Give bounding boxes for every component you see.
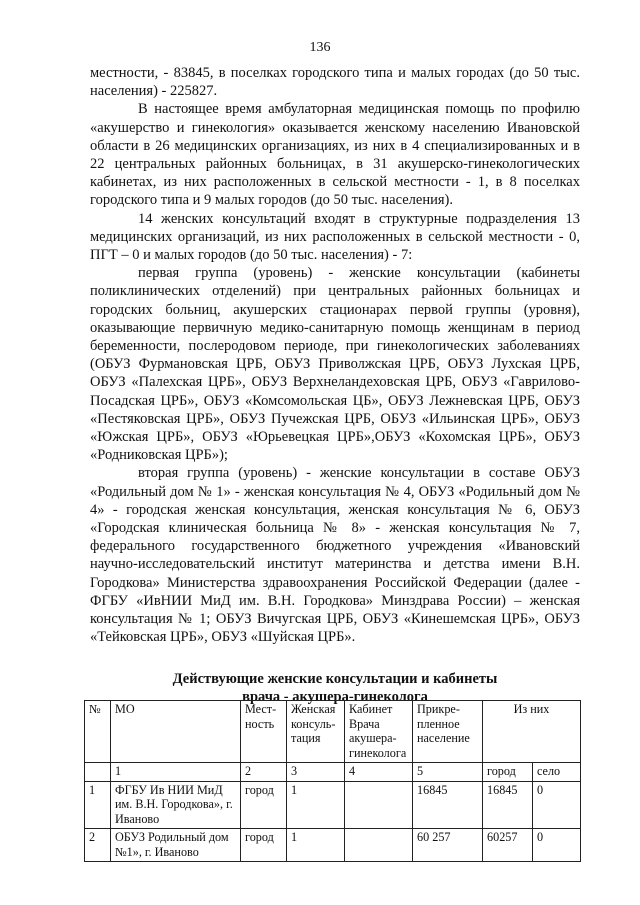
table-title-line: врача - акушера-гинеколога bbox=[242, 689, 428, 705]
table-cell: 0 bbox=[533, 781, 581, 829]
table-cell: город bbox=[241, 829, 287, 862]
table-cell bbox=[345, 781, 413, 829]
header-num: № bbox=[85, 701, 111, 763]
table-cell: 4 bbox=[345, 763, 413, 782]
table-cell: 60257 bbox=[483, 829, 533, 862]
table-cell: город bbox=[483, 763, 533, 782]
table-cell: 1 bbox=[111, 763, 241, 782]
table-cell: 0 bbox=[533, 829, 581, 862]
table-cell: 2 bbox=[85, 829, 111, 862]
table-cell: 16845 bbox=[483, 781, 533, 829]
header-mo: МО bbox=[111, 701, 241, 763]
table-cell: 3 bbox=[287, 763, 345, 782]
table-cell: 2 bbox=[241, 763, 287, 782]
table-cell: город bbox=[241, 781, 287, 829]
table-cell: 5 bbox=[413, 763, 483, 782]
header-location: Мест-ность bbox=[241, 701, 287, 763]
table-cell bbox=[85, 763, 111, 782]
header-population: Прикре-пленное население bbox=[413, 701, 483, 763]
paragraph: первая группа (уровень) - женские консультации (кабинеты поликлинических отделений) при центральных районных больницах и городских больниц, акушерских стационарах первой группы (уровня), оказывающие первичную медико-санитарную помощь женщинам в период беременности, послеродовом периоде, при гинекологических заболеваниях (ОБУЗ Фурмановская ЦРБ, ОБУЗ Приволжская ЦРБ, ОБУЗ Лухская ЦРБ, ОБУЗ «Палехская ЦРБ», ОБУЗ Верхнеландеховская ЦРБ, ОБУЗ «Гаврилово-Посадская ЦРБ», ОБУЗ «Комсомольская ЦБ», ОБУЗ Лежневская ЦРБ, ОБУЗ «Пестяковская ЦРБ», ОБУЗ Пучежская ЦРБ, ОБУЗ «Ильинская ЦРБ», ОБУЗ «Южская ЦРБ», ОБУЗ «Юрьевецкая ЦРБ»,ОБУЗ «Кохомская ЦРБ», ОБУЗ «Родниковская ЦРБ»); bbox=[90, 265, 580, 464]
paragraph: В настоящее время амбулаторная медицинская помощь по профилю «акушерство и гинекология» оказывается женскому населению Ивановской области в 26 медицинских организациях, из них в 4 специализированных и в 22 центральных районных больницах, в 31 акушерско-гинекологических кабинетах, из них расположенных в сельской местности - 1, в 8 поселках городского типа и 9 малых городов (до 50 тыс. населения). bbox=[90, 101, 580, 209]
paragraph: местности, - 83845, в поселках городского типа и малых городах (до 50 тыс. населения) - 225827. bbox=[90, 65, 580, 100]
page-number: 136 bbox=[309, 40, 331, 55]
table-cell: 16845 bbox=[413, 781, 483, 829]
header-of-them: Из них bbox=[483, 701, 581, 763]
table-row bbox=[85, 829, 581, 862]
paragraph: 14 женских консультаций входят в структурные подразделения 13 медицинских организаций, из них расположенных в сельской местности - 0, ПГТ – 0 и малых городов (до 50 тыс. населения) - 7: bbox=[90, 210, 580, 264]
table-cell: ФГБУ Ив НИИ МиД им. В.Н. Городкова», г. Иваново bbox=[111, 781, 241, 829]
table-cell bbox=[345, 829, 413, 862]
table-index-row bbox=[85, 763, 581, 782]
consultations-table bbox=[84, 700, 581, 862]
table-cell: 1 bbox=[287, 781, 345, 829]
header-cabinet: Кабинет Врача акушера-гинеколога bbox=[345, 701, 413, 763]
body-text bbox=[90, 64, 580, 647]
table-row bbox=[85, 781, 581, 829]
table-cell: 1 bbox=[287, 829, 345, 862]
table-cell: ОБУЗ Родильный дом №1», г. Иваново bbox=[111, 829, 241, 862]
table-cell: 1 bbox=[85, 781, 111, 829]
header-consultation: Женская консуль-тация bbox=[287, 701, 345, 763]
table-cell: 60 257 bbox=[413, 829, 483, 862]
paragraph: вторая группа (уровень) - женские консультации в составе ОБУЗ «Родильный дом № 1» - женская консультация № 4, ОБУЗ «Родильный дом № 4» - городская женская консультация, женская консультация № 6, ОБУЗ «Городская клиническая больница № 8» - женская консультация № 7, федерального государственного бюджетного учреждения «Ивановский научно-исследовательский институт материнства и детства имени В.Н. Городкова» Министерства здравоохранения Российской Федерации (далее - ФГБУ «ИвНИИ МиД им. В.Н. Городкова» Минздрава России) – женская консультация № 1; ОБУЗ Вичугская ЦРБ, ОБУЗ «Кинешемская ЦРБ», ОБУЗ «Тейковская ЦРБ», ОБУЗ «Шуйская ЦРБ». bbox=[90, 465, 580, 646]
table-header-row bbox=[85, 701, 581, 763]
table-title-line: Действующие женские консультации и кабинеты bbox=[172, 671, 498, 687]
table-cell: село bbox=[533, 763, 581, 782]
